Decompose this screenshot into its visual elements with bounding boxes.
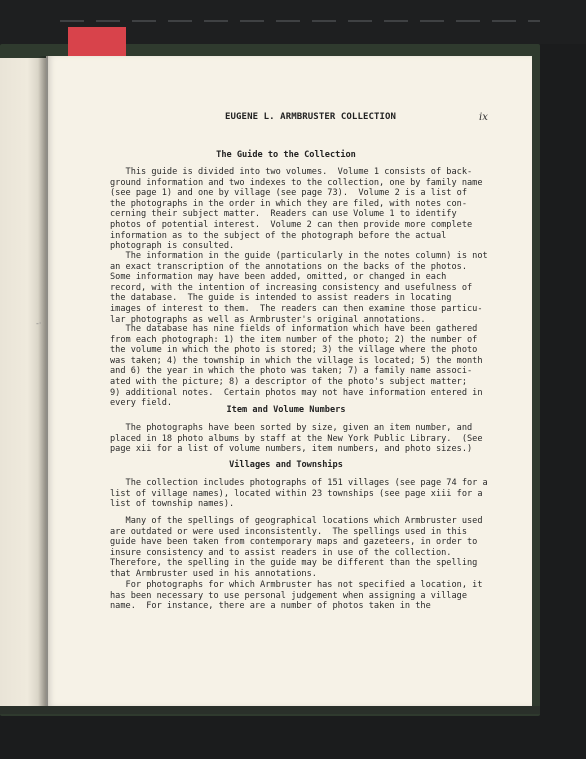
text-line: The database has nine fields of information which have been gathered <box>110 324 478 334</box>
paragraph <box>110 167 483 252</box>
text-line: has been necessary to use personal judgement when assigning a village <box>110 590 467 601</box>
text-line: are outdated or were used inconsistently. The spellings used in this <box>110 526 467 537</box>
text-line: placed in 18 photo albums by staff at the New York Public Library. (See <box>110 433 483 444</box>
section-heading: Item and Volume Numbers <box>226 405 346 415</box>
text-line: cerning their subject matter. Readers can use Volume 1 to identify <box>110 209 457 220</box>
text-line: ated with the picture; 8) a descriptor of the photo's subject matter; <box>110 376 467 387</box>
text-line: (see page 1) and one by village (see page 73). Volume 2 is a list of <box>110 188 467 199</box>
text-line: from each photograph: 1) the item number of the photo; 2) the number of <box>110 334 478 345</box>
text-line: list of village names), located within 23 townships (see page xiii for a <box>110 488 483 499</box>
text-line: guide have been taken from contemporary maps and gazeteers, in order to <box>110 537 478 548</box>
text-line: and 6) the year in which the photo was taken; 7) a family name associ- <box>110 366 473 377</box>
text-line: photograph is consulted. <box>110 241 235 252</box>
text-line: Therefore, the spelling in the guide may be different than the spelling <box>110 558 478 569</box>
text-line: information as to the subject of the photograph before the actual <box>110 230 447 241</box>
text-line: This guide is divided into two volumes. Volume 1 consists of back- <box>110 167 473 177</box>
red-bookmark-tab <box>68 27 126 57</box>
text-line: that Armbruster used in his annotations. <box>110 568 317 579</box>
text-line: page xii for a list of volume numbers, item numbers, and photo sizes.) <box>110 444 473 455</box>
section-heading: Villages and Townships <box>229 460 343 470</box>
text-line: 9) additional notes. Certain photos may not have information entered in <box>110 387 483 398</box>
margin-mark <box>36 319 48 323</box>
book-bottom-edge <box>0 706 540 714</box>
text-line: lar photographs as well as Armbruster's original annotations. <box>110 314 426 325</box>
paragraph <box>110 251 488 325</box>
text-line: an exact transcription of the annotations on the backs of the photos. <box>110 261 467 272</box>
text-line: ground information and two indexes to the collection, one by family name <box>110 177 483 188</box>
paragraph <box>110 580 483 612</box>
paragraph <box>110 516 483 580</box>
text-line: the database. The guide is intended to assist readers in locating <box>110 293 452 304</box>
text-line: the volume in which the photo is stored; 3) the village where the photo <box>110 345 478 356</box>
text-line: The photographs have been sorted by size, given an item number, and <box>110 423 473 433</box>
text-line: insure consistency and to assist readers in use of the collection. <box>110 547 452 558</box>
gutter-shadow <box>38 56 48 712</box>
text-line: was taken; 4) the township in which the village is located; 5) the month <box>110 355 483 366</box>
text-line: record, with the intention of increasing consistency and usefulness of <box>110 282 473 293</box>
text-line: For photographs for which Armbruster has not specified a location, it <box>110 580 483 590</box>
text-line: photos of potential interest. Volume 2 can then provide more complete <box>110 219 473 230</box>
text-line: every field. <box>110 398 173 409</box>
scanner-edge-marks <box>60 20 540 22</box>
running-head: EUGENE L. ARMBRUSTER COLLECTION <box>225 112 397 122</box>
section-heading: The Guide to the Collection <box>216 150 356 160</box>
text-line: Many of the spellings of geographical locations which Armbruster used <box>110 516 483 526</box>
text-line: The collection includes photographs of 151 villages (see page 74 for a <box>110 478 488 488</box>
text-line: name. For instance, there are a number of photos taken in the <box>110 601 431 612</box>
text-line: list of township names). <box>110 499 235 510</box>
page-number: ix <box>479 112 488 123</box>
paragraph <box>110 423 483 455</box>
paragraph <box>110 324 483 409</box>
text-line: images of interest to them. The readers can then examine those particu- <box>110 303 483 314</box>
text-line: the photographs in the order in which they are filed, with notes con- <box>110 198 467 209</box>
text-line: Some information may have been added, omitted, or changed in each <box>110 272 447 283</box>
paragraph <box>110 478 488 510</box>
text-line: The information in the guide (particularly in the notes column) is not <box>110 251 488 261</box>
